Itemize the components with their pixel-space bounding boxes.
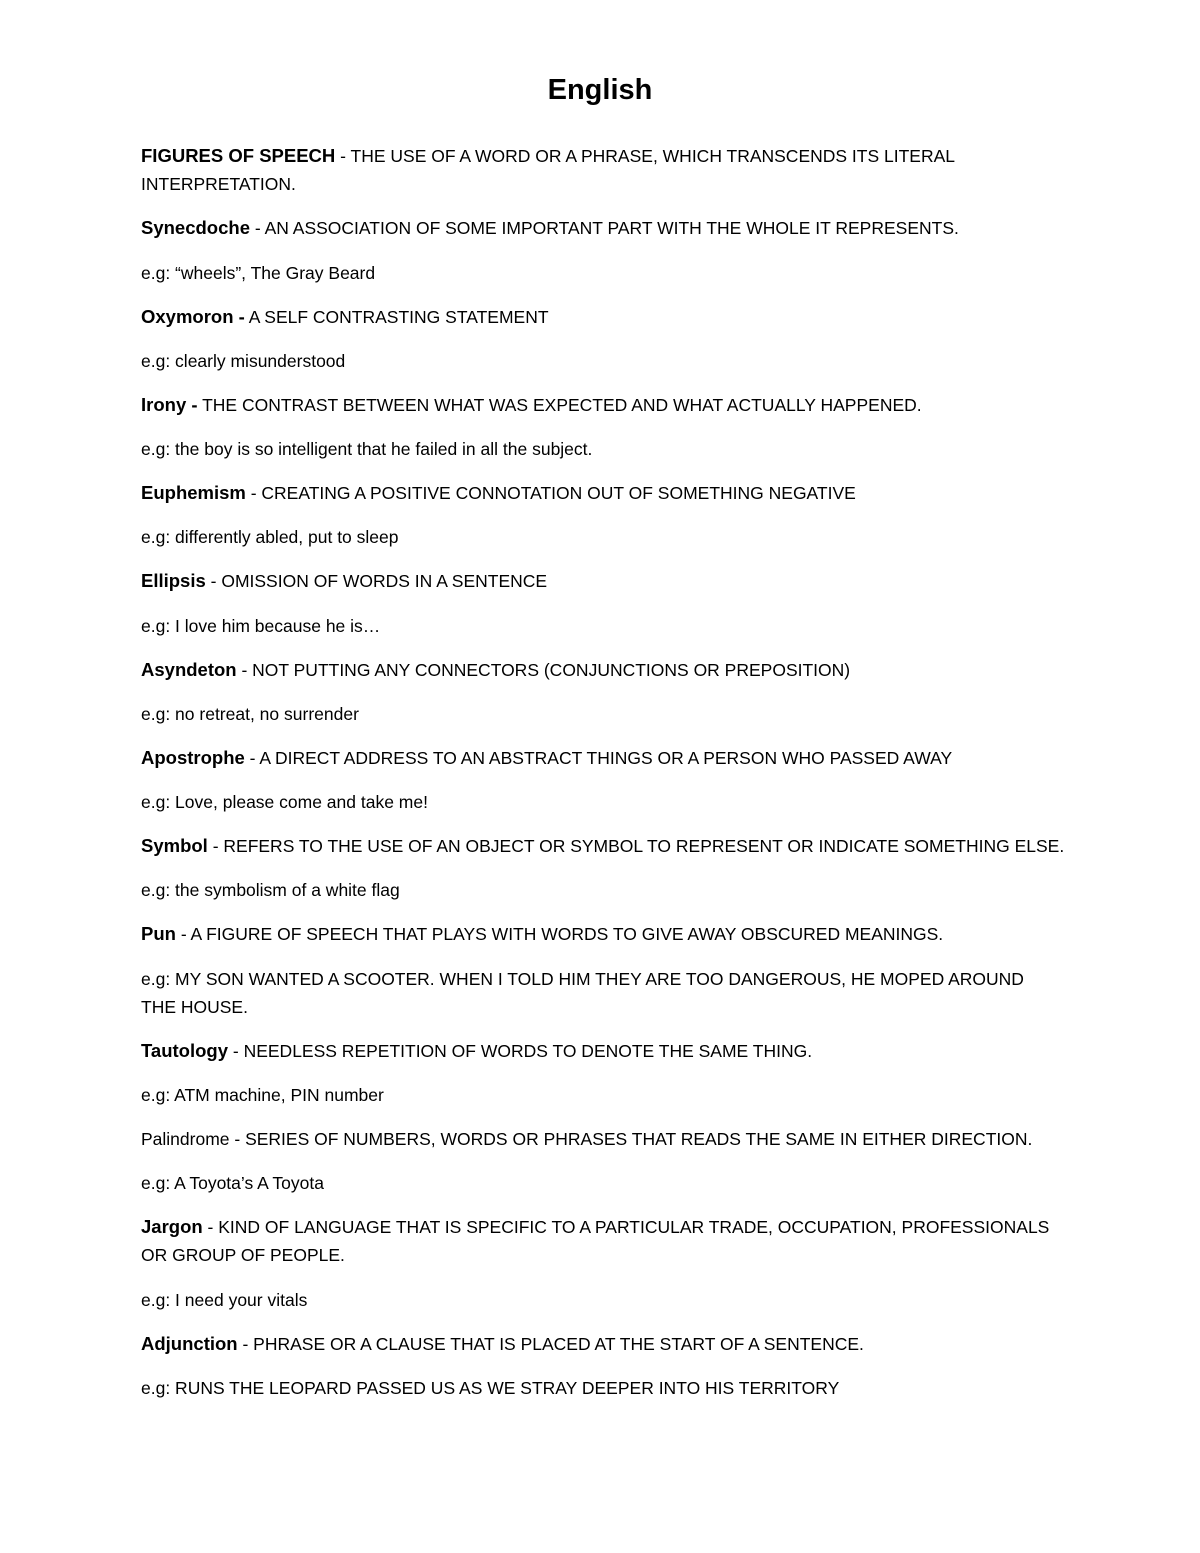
example-line: [141, 700, 1071, 728]
term: Jargon: [141, 1216, 203, 1237]
term: Adjunction: [141, 1333, 238, 1354]
definition-continuation: [141, 1241, 1071, 1269]
definition: INTERPRETATION.: [141, 174, 296, 194]
term: Symbol: [141, 835, 208, 856]
example: e.g: differently abled, put to sleep: [141, 527, 399, 547]
example-line: [141, 788, 1071, 816]
definition-line: [141, 479, 1071, 507]
example-line: [141, 612, 1071, 640]
example: e.g: I love him because he is…: [141, 616, 381, 636]
term: Tautology: [141, 1040, 229, 1061]
term: Irony -: [141, 394, 198, 415]
definition-line: [141, 567, 1071, 595]
definition: - AN ASSOCIATION OF SOME IMPORTANT PART WITH THE WHOLE IT REPRESENTS.: [250, 218, 959, 238]
term: Oxymoron -: [141, 306, 245, 327]
example-line: [141, 876, 1071, 904]
example-line: [141, 1286, 1071, 1314]
example: e.g: Love, please come and take me!: [141, 792, 428, 812]
definition-line: [141, 391, 1071, 419]
example: e.g: ATM machine, PIN number: [141, 1085, 384, 1105]
example-line: [141, 1169, 1071, 1197]
definition-line: [141, 1125, 1071, 1153]
example: e.g: no retreat, no surrender: [141, 704, 359, 724]
definition-line: [141, 214, 1071, 242]
example-line: [141, 435, 1071, 463]
term: Apostrophe: [141, 747, 245, 768]
definition-continuation: [141, 170, 1071, 198]
definition-line: [141, 1330, 1071, 1358]
definition-line: [141, 920, 1071, 948]
definition-line: [141, 832, 1071, 860]
definition: - A DIRECT ADDRESS TO AN ABSTRACT THINGS OR A PERSON WHO PASSED AWAY: [244, 748, 953, 768]
term: Asyndeton: [141, 659, 237, 680]
example: e.g: “wheels”, The Gray Beard: [141, 263, 376, 283]
definition-line: [141, 744, 1071, 772]
definition: - NEEDLESS REPETITION OF WORDS TO DENOTE THE SAME THING.: [228, 1041, 813, 1061]
definition: OR GROUP OF PEOPLE.: [141, 1245, 345, 1265]
definition-line: [141, 142, 1071, 170]
definition-line: [141, 1037, 1071, 1065]
example-line: [141, 1081, 1071, 1109]
definition: - OMISSION OF WORDS IN A SENTENCE: [205, 571, 548, 591]
definition: Palindrome - SERIES OF NUMBERS, WORDS OR PHRASES THAT READS THE SAME IN EITHER DIRECTION.: [141, 1129, 1033, 1149]
definition: - NOT PUTTING ANY CONNECTORS (CONJUNCTIONS OR PREPOSITION): [236, 660, 851, 680]
definition: - THE USE OF A WORD OR A PHRASE, WHICH TRANSCENDS ITS LITERAL: [335, 146, 956, 166]
example: e.g: the symbolism of a white flag: [141, 880, 400, 900]
definition: - A FIGURE OF SPEECH THAT PLAYS WITH WORDS TO GIVE AWAY OBSCURED MEANINGS.: [175, 924, 944, 944]
example: e.g: the boy is so intelligent that he failed in all the subject.: [141, 439, 593, 459]
example: e.g: clearly misunderstood: [141, 351, 346, 371]
example-line: [141, 965, 1071, 993]
term: Synecdoche: [141, 217, 250, 238]
term: Euphemism: [141, 482, 246, 503]
definition: - KIND OF LANGUAGE THAT IS SPECIFIC TO A PARTICULAR TRADE, OCCUPATION, PROFESSIONALS: [202, 1217, 1050, 1237]
term: Ellipsis: [141, 570, 206, 591]
definition: - REFERS TO THE USE OF AN OBJECT OR SYMBOL TO REPRESENT OR INDICATE SOMETHING ELSE.: [207, 836, 1065, 856]
definition: THE CONTRAST BETWEEN WHAT WAS EXPECTED AND WHAT ACTUALLY HAPPENED.: [197, 395, 922, 415]
example: THE HOUSE.: [141, 997, 248, 1017]
example-line: [141, 259, 1071, 287]
document-title: English: [547, 74, 653, 106]
example-line: [141, 1374, 1071, 1402]
definition: - PHRASE OR A CLAUSE THAT IS PLACED AT THE START OF A SENTENCE.: [237, 1334, 864, 1354]
term: FIGURES OF SPEECH: [141, 145, 336, 166]
example: e.g: I need your vitals: [141, 1290, 308, 1310]
definition-line: [141, 303, 1071, 331]
term: Pun: [141, 923, 176, 944]
example-line: [141, 523, 1071, 551]
definition-line: [141, 1213, 1071, 1241]
definition-line: [141, 656, 1071, 684]
example-line: [141, 347, 1071, 375]
example-continuation: [141, 993, 1071, 1021]
definition: - CREATING A POSITIVE CONNOTATION OUT OF SOMETHING NEGATIVE: [245, 483, 856, 503]
example: e.g: RUNS THE LEOPARD PASSED US AS WE STRAY DEEPER INTO HIS TERRITORY: [141, 1378, 840, 1398]
example: e.g: MY SON WANTED A SCOOTER. WHEN I TOLD HIM THEY ARE TOO DANGEROUS, HE MOPED AROUND: [141, 969, 1024, 989]
example: e.g: A Toyota’s A Toyota: [141, 1173, 324, 1193]
definition: A SELF CONTRASTING STATEMENT: [244, 307, 549, 327]
